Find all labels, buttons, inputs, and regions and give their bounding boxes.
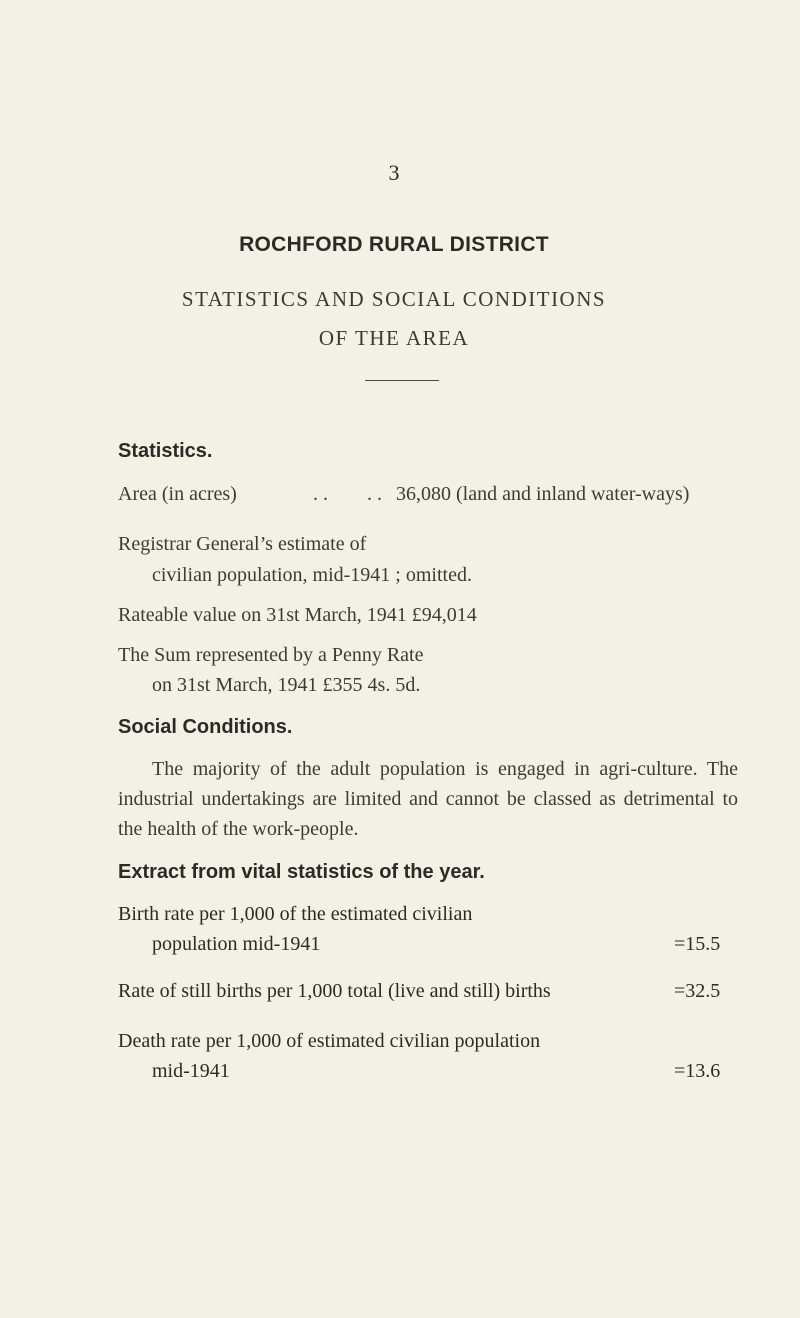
death-rate-value: =13.6 bbox=[674, 1060, 721, 1082]
birth-rate-value: =15.5 bbox=[674, 933, 721, 955]
still-birth-value: =32.5 bbox=[674, 980, 721, 1002]
rateable-value-line: Rateable value on 31st March, 1941 £94,014 bbox=[118, 604, 477, 626]
area-label: Area (in acres) bbox=[118, 483, 237, 505]
statistics-heading: Statistics. bbox=[118, 440, 213, 462]
death-rate-line-2: mid-1941 bbox=[152, 1060, 230, 1082]
birth-rate-line-2: population mid-1941 bbox=[152, 933, 321, 955]
district-title: ROCHFORD RURAL DISTRICT bbox=[239, 233, 549, 256]
penny-rate-line-2: on 31st March, 1941 £355 4s. 5d. bbox=[152, 674, 421, 696]
area-leader-1: . . bbox=[313, 483, 328, 505]
death-rate-line-1: Death rate per 1,000 of estimated civilian population bbox=[118, 1030, 541, 1052]
social-conditions-paragraph: The majority of the adult population is engaged in agri-culture. The industrial undertakings are limited and cannot be classed as detrimental to the health of the work-people. bbox=[118, 758, 738, 840]
area-leader-2: . . bbox=[367, 483, 382, 505]
still-birth-line: Rate of still births per 1,000 total (live and still) births bbox=[118, 980, 551, 1002]
birth-rate-line-1: Birth rate per 1,000 of the estimated civilian bbox=[118, 903, 473, 925]
page-number: 3 bbox=[388, 160, 400, 185]
vital-statistics-heading: Extract from vital statistics of the year. bbox=[118, 861, 485, 883]
area-value: 36,080 (land and inland water-ways) bbox=[396, 483, 690, 505]
registrar-line-1: Registrar General’s estimate of bbox=[118, 533, 367, 555]
subtitle-line-2: OF THE AREA bbox=[318, 326, 470, 350]
social-conditions-heading: Social Conditions. bbox=[118, 716, 293, 738]
registrar-line-2: civilian population, mid-1941 ; omitted. bbox=[152, 564, 472, 586]
divider-rule bbox=[365, 380, 439, 381]
subtitle-line-1: STATISTICS AND SOCIAL CONDITIONS bbox=[181, 287, 607, 311]
penny-rate-line-1: The Sum represented by a Penny Rate bbox=[118, 644, 424, 666]
